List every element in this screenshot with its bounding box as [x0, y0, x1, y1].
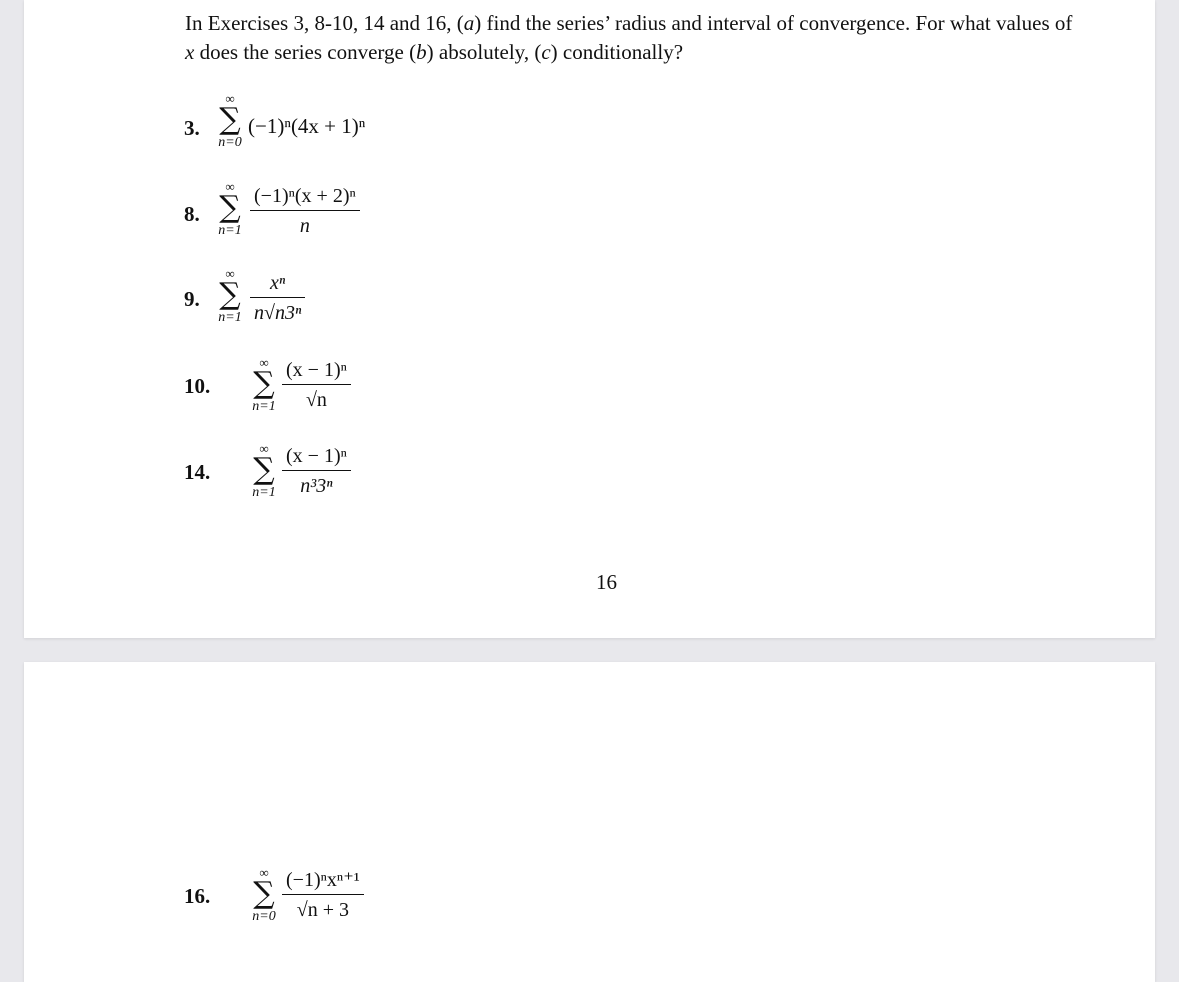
- summation-symbol: ∞ ∑ n=1: [252, 355, 276, 414]
- exercise-number: 8.: [184, 202, 200, 226]
- numerator: (x − 1)ⁿ: [282, 356, 351, 385]
- exercise-number: 16.: [184, 884, 211, 908]
- exercise-number: 9.: [184, 287, 200, 311]
- series-term: (−1)ⁿ(4x + 1)ⁿ: [248, 114, 366, 138]
- summation-symbol: ∞ ∑ n=0: [252, 865, 276, 924]
- exercise-9: [24, 265, 624, 355]
- exercise-14: [24, 440, 624, 530]
- numerator: (−1)ⁿ(x + 2)ⁿ: [250, 182, 360, 211]
- document-page-1: [24, 0, 1155, 638]
- summation-symbol: ∞ ∑ n=1: [218, 179, 242, 238]
- denominator: n√n3ⁿ: [254, 302, 302, 324]
- exercise-10: [24, 354, 624, 444]
- denominator: n: [299, 215, 310, 237]
- exercise-8: [24, 178, 624, 268]
- numerator: (−1)ⁿxⁿ⁺¹: [282, 866, 364, 895]
- summation-symbol: ∞ ∑ n=1: [218, 266, 242, 325]
- summation-symbol: ∞ ∑ n=1: [252, 441, 276, 500]
- numerator: (x − 1)ⁿ: [282, 442, 351, 471]
- exercise-3: [24, 90, 624, 180]
- document-page-2: [24, 662, 1155, 982]
- series-fraction: [250, 182, 360, 241]
- denominator: √n + 3: [296, 899, 349, 921]
- denominator: √n: [305, 389, 327, 411]
- exercise-number: 14.: [184, 460, 211, 484]
- exercise-16: [24, 864, 624, 954]
- exercise-number: 10.: [184, 374, 211, 398]
- series-fraction: [282, 442, 351, 501]
- exercise-number: 3.: [184, 116, 200, 140]
- summation-symbol: ∞ ∑ n=0: [218, 91, 242, 150]
- series-fraction: [282, 356, 351, 415]
- series-fraction: [250, 269, 305, 328]
- numerator: xⁿ: [250, 269, 305, 298]
- series-fraction: [282, 866, 364, 925]
- page-number: 16: [596, 570, 617, 594]
- exercise-instructions: In Exercises 3, 8-10, 14 and 16, (a) find the series’ radius and interval of convergence. For what values of x does the series converge (b) absolutely, (c) conditionally?: [185, 11, 1073, 64]
- denominator: n³3ⁿ: [300, 475, 333, 497]
